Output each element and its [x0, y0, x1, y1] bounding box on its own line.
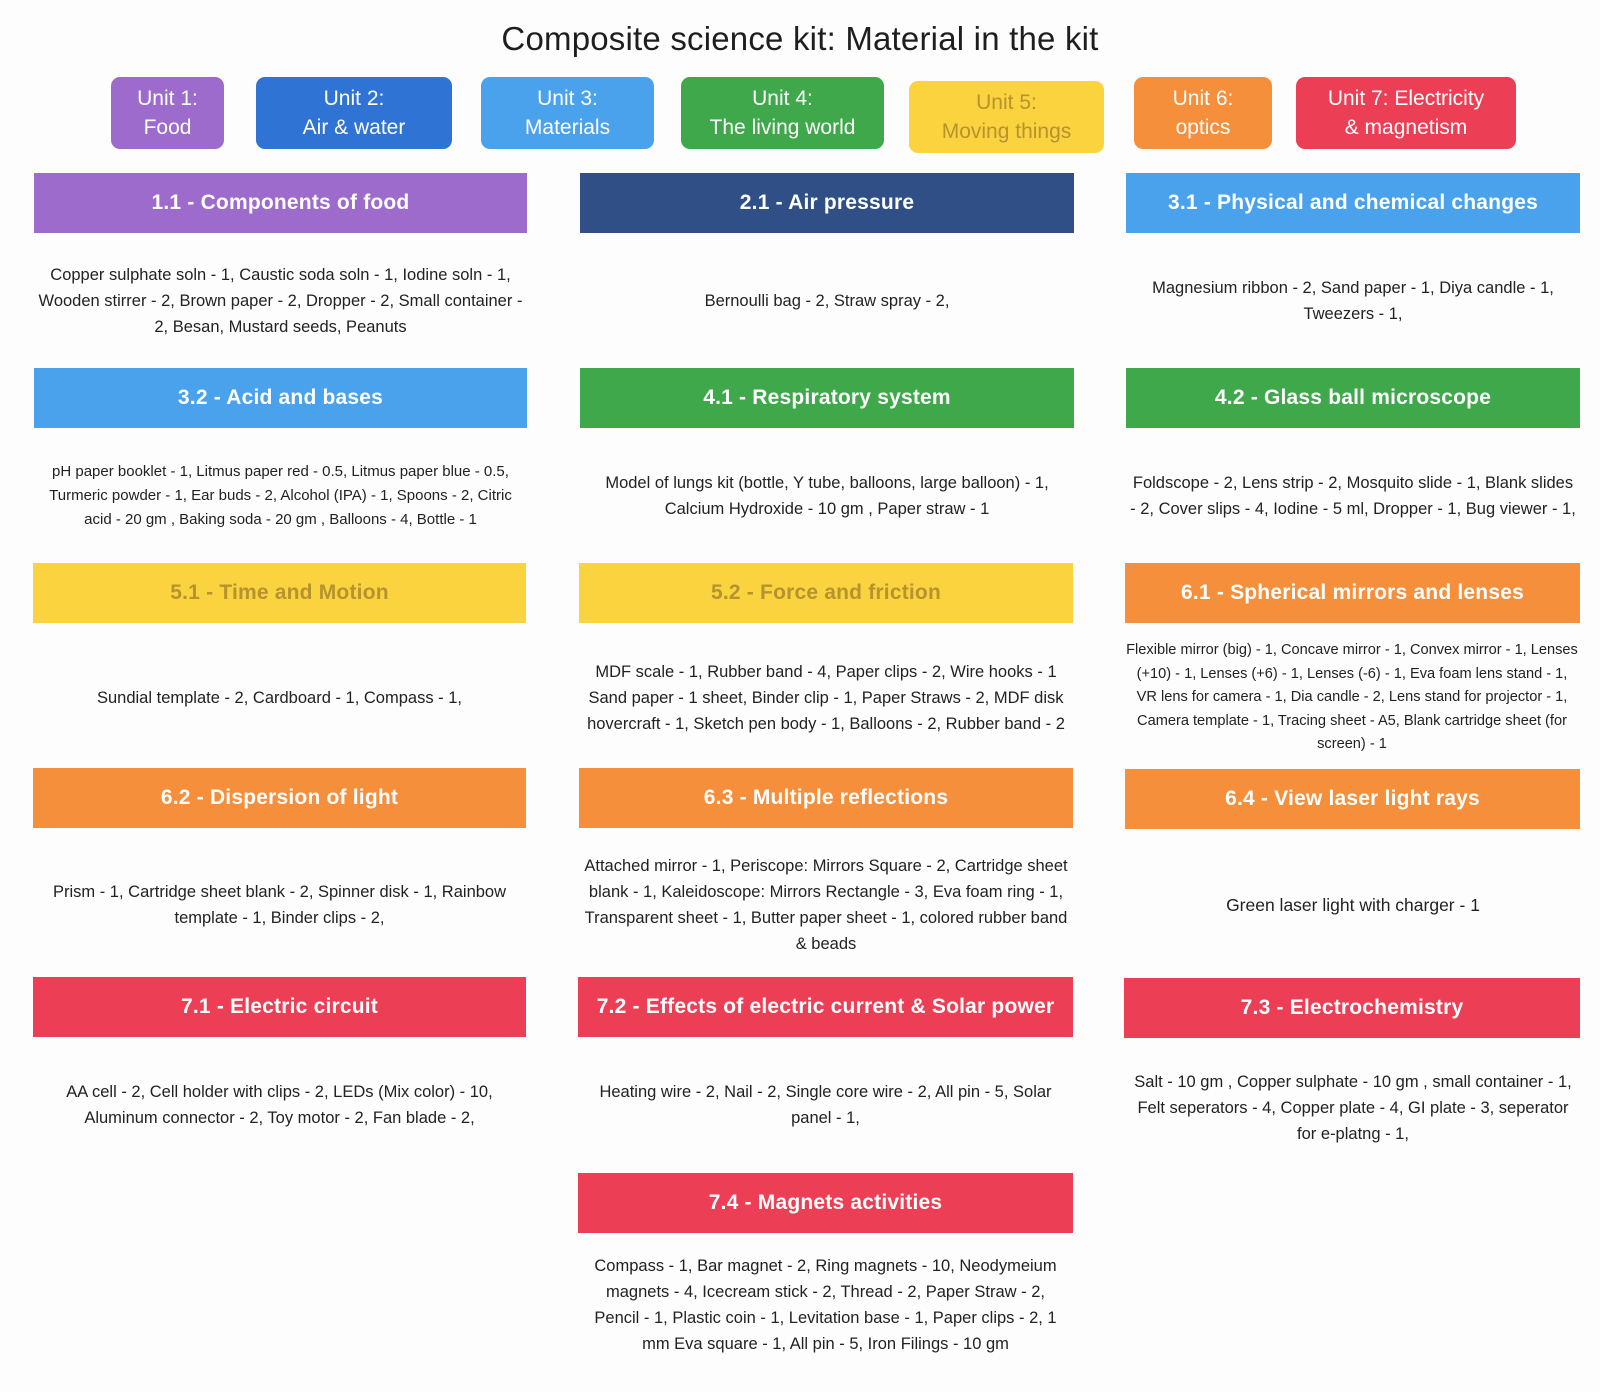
section-items-4-2: Foldscope - 2, Lens strip - 2, Mosquito slide - 1, Blank slides - 2, Cover slips - 4, Iodine - 5 ml, Dropper - 1, Bug viewer - 1,: [1130, 474, 1576, 518]
unit-badge-line1: Unit 7: Electricity: [1327, 87, 1485, 110]
unit-badge-air-water: [256, 77, 452, 149]
page-title: Composite science kit: Material in the kit: [501, 20, 1099, 57]
unit-badge-line2: Air & water: [302, 116, 406, 139]
section-header-3-1: 3.1 - Physical and chemical changes: [1126, 173, 1580, 233]
unit-badge-moving-things: [909, 81, 1104, 153]
section-header-7-4: 7.4 - Magnets activities: [578, 1173, 1073, 1233]
section-items-6-4: Green laser light with charger - 1: [1226, 895, 1480, 915]
unit-badge-line1: Unit 3:: [537, 87, 598, 110]
section-items-6-1: Flexible mirror (big) - 1, Concave mirror - 1, Convex mirror - 1, Lenses (+10) - 1, Lenses (+6) - 1, Lenses (-6) - 1, Eva foam lens stand - 1, VR lens for camera - 1, Dia candle - 2, Lens stand for projector - 1, Camera template - 1, Tracing sheet - A5, Blank cartridge sheet (for screen) - 1: [1126, 642, 1578, 753]
section-header-6-4: 6.4 - View laser light rays: [1125, 769, 1580, 829]
section-header-4-2: 4.2 - Glass ball microscope: [1126, 368, 1580, 428]
unit-badge-line1: Unit 2:: [323, 87, 385, 110]
unit-badge-food: [111, 77, 224, 149]
section-items-5-2: MDF scale - 1, Rubber band - 4, Paper clips - 2, Wire hooks - 1 Sand paper - 1 sheet, Binder clip - 1, Paper Straws - 2, MDF disk hovercraft - 1, Sketch pen body - 1, Balloons - 2, Rubber band - 2: [587, 662, 1065, 733]
unit-badge-line1: Unit 6:: [1172, 87, 1234, 110]
unit-badge-line2: Moving things: [941, 120, 1072, 143]
section-header-5-1: 5.1 - Time and Motion: [33, 563, 526, 623]
unit-badge-line2: Materials: [524, 116, 611, 139]
section-header-5-2: 5.2 - Force and friction: [579, 563, 1073, 623]
section-items-7-1: AA cell - 2, Cell holder with clips - 2, LEDs (Mix color) - 10, Aluminum connector - 2, Toy motor - 2, Fan blade - 2,: [66, 1083, 493, 1127]
unit-badge-line2: Food: [143, 116, 192, 139]
section-items-3-2: pH paper booklet - 1, Litmus paper red - 0.5, Litmus paper blue - 0.5, Turmeric powder - 1, Ear buds - 2, Alcohol (IPA) - 1, Spoons - 2, Citric acid - 20 gm , Baking soda - 20 gm , Balloons - 4, Bottle - 1: [49, 463, 512, 528]
section-header-6-3: 6.3 - Multiple reflections: [579, 768, 1073, 828]
unit-badge-line2: & magnetism: [1344, 116, 1468, 139]
unit-badge-line1: Unit 4:: [752, 87, 813, 110]
section-items-4-1: Model of lungs kit (bottle, Y tube, balloons, large balloon) - 1, Calcium Hydroxide - 10 gm , Paper straw - 1: [605, 474, 1049, 518]
section-header-7-3: 7.3 - Electrochemistry: [1124, 978, 1580, 1038]
section-items-7-2: Heating wire - 2, Nail - 2, Single core wire - 2, All pin - 5, Solar panel - 1,: [599, 1083, 1052, 1127]
unit-badge-electricity-magnetism: [1296, 77, 1516, 149]
section-header-7-1: 7.1 - Electric circuit: [33, 977, 526, 1037]
section-header-1-1: 1.1 - Components of food: [34, 173, 527, 233]
section-items-6-3: Attached mirror - 1, Periscope: Mirrors Square - 2, Cartridge sheet blank - 1, Kaleidoscope: Mirrors Rectangle - 3, Eva foam ring - 1, Transparent sheet - 1, Butter paper sheet - 1, colored rubber band & beads: [584, 857, 1068, 953]
section-items-5-1: Sundial template - 2, Cardboard - 1, Compass - 1,: [96, 688, 462, 707]
section-items-7-4: Compass - 1, Bar magnet - 2, Ring magnets - 10, Neodymeium magnets - 4, Icecream stick - 2, Thread - 2, Paper Straw - 2, Pencil - 1, Plastic coin - 1, Levitation base - 1, Paper clips - 2, 1 mm Eva square - 1, All pin - 5, Iron Filings - 10 gm: [594, 1256, 1057, 1353]
section-header-6-2: 6.2 - Dispersion of light: [33, 768, 526, 828]
section-items-1-1: Copper sulphate soln - 1, Caustic soda soln - 1, Iodine soln - 1, Wooden stirrer - 2, Brown paper - 2, Dropper - 2, Small container - 2, Besan, Mustard seeds, Peanuts: [38, 265, 523, 336]
section-header-2-1: 2.1 - Air pressure: [580, 173, 1074, 233]
unit-badge-materials: [481, 77, 654, 149]
section-items-3-1: Magnesium ribbon - 2, Sand paper - 1, Diya candle - 1, Tweezers - 1,: [1152, 278, 1554, 323]
unit-badge-line1: Unit 5:: [976, 91, 1037, 114]
section-header-3-2: 3.2 - Acid and bases: [34, 368, 527, 428]
section-header-7-2: 7.2 - Effects of electric current & Solar power: [578, 977, 1073, 1037]
section-items-6-2: Prism - 1, Cartridge sheet blank - 2, Spinner disk - 1, Rainbow template - 1, Binder clips - 2,: [52, 883, 507, 927]
unit-badge-line1: Unit 1:: [137, 87, 198, 110]
section-header-4-1: 4.1 - Respiratory system: [580, 368, 1074, 428]
section-items-2-1: Bernoulli bag - 2, Straw spray - 2,: [704, 291, 950, 310]
unit-badge-optics: [1134, 77, 1272, 149]
section-items-7-3: Salt - 10 gm , Copper sulphate - 10 gm , small container - 1, Felt seperators - 4, Copper plate - 4, GI plate - 3, seperator for e-platng - 1,: [1134, 1072, 1572, 1143]
unit-badge-line2: The living world: [709, 116, 856, 139]
unit-badge-line2: optics: [1175, 116, 1231, 139]
section-header-6-1: 6.1 - Spherical mirrors and lenses: [1125, 563, 1580, 623]
unit-badge-living-world: [681, 77, 884, 149]
